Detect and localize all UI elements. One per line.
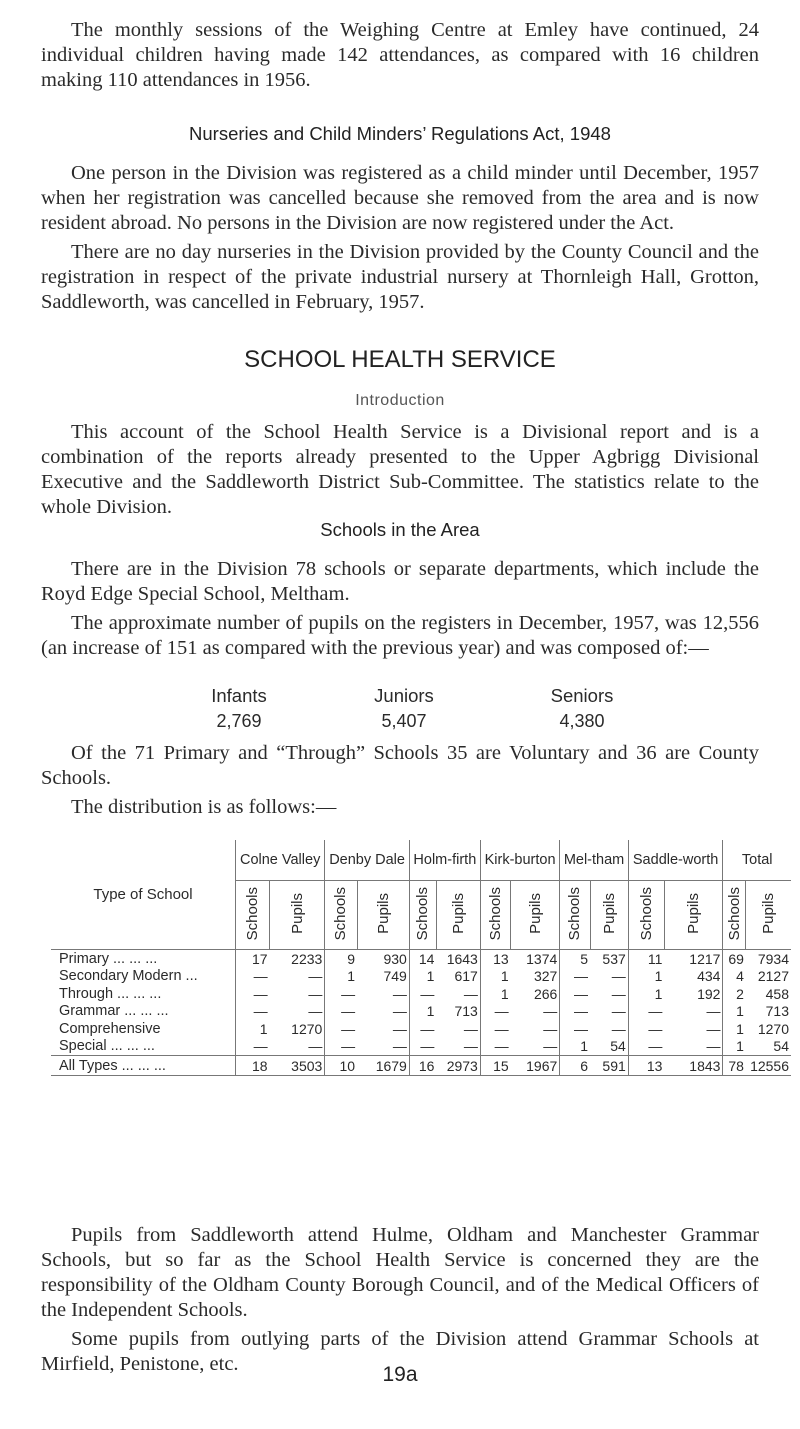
cell-pupils: 1217	[664, 950, 723, 968]
cell-schools: 1	[723, 1020, 746, 1038]
cell-pupils: 749	[383, 968, 407, 985]
cell-schools: 14	[409, 950, 436, 968]
cell-schools: —	[480, 1003, 510, 1021]
cell-pupils: —	[308, 1003, 323, 1020]
cell-pupils: 3503	[270, 1056, 325, 1076]
cell-pupils: 537	[590, 950, 628, 968]
cell-pupils: 1270	[291, 1020, 323, 1037]
cell-pupils: —	[392, 985, 407, 1002]
row-school-type: Primary ... ... ...	[51, 950, 236, 968]
cell-pupils: —	[611, 1020, 626, 1037]
sub-header-pupils	[511, 881, 560, 950]
cell-schools: 78	[723, 1056, 746, 1076]
sub-header-schools	[325, 881, 357, 950]
cell-pupils: 54	[610, 1038, 626, 1055]
cell-pupils: —	[706, 1020, 721, 1037]
sub-header-pupils	[746, 881, 791, 950]
paragraph-schools-count: There are in the Division 78 schools or separate departments, which include the Royd Edge Special School, Meltham.	[41, 558, 759, 605]
sub-header-label: Schools	[414, 886, 432, 941]
cell-pupils: 434	[697, 968, 721, 985]
cell-pupils: 458	[765, 985, 789, 1002]
age-group-value: 5,407	[381, 711, 427, 731]
sub-header-label: Pupils	[685, 893, 703, 934]
sub-header-label: Schools	[725, 886, 743, 941]
cell-schools: —	[560, 968, 590, 986]
cell-schools: 13	[628, 1056, 664, 1076]
cell-schools: 15	[480, 1056, 510, 1076]
cell-schools: —	[560, 1020, 590, 1038]
cell-schools: —	[325, 1038, 357, 1056]
column-header-area: Kirk-burton	[480, 840, 559, 881]
cell-pupils: 1967	[511, 1056, 560, 1076]
sub-header-label: Schools	[566, 886, 584, 941]
school-distribution-table	[51, 840, 791, 1076]
cell-schools: —	[480, 1038, 510, 1056]
cell-pupils: 713	[454, 1003, 478, 1020]
paragraph-grammar-schools: Pupils from Saddleworth attend Hulme, Oldham and Manchester Grammar Schools, but so far as the School Health Service is concerned they are the responsibility of the Oldham County Borough Council, and of the Medical Officers of the Independent Schools.	[41, 1224, 759, 1321]
sub-header-pupils	[664, 881, 723, 950]
column-header-area: Holm-firth	[409, 840, 480, 881]
age-group-infants	[159, 685, 319, 732]
sub-header-label: Pupils	[288, 893, 306, 934]
column-header-area: Total	[723, 840, 791, 881]
table-row	[51, 968, 791, 986]
age-group-juniors	[324, 685, 484, 732]
column-header-area: Denby Dale	[325, 840, 410, 881]
paragraph-weighing-centre: The monthly sessions of the Weighing Centre at Emley have continued, 24 individual children having made 142 attendances, as compared with 16 children making 110 attendances in 1956.	[41, 19, 759, 91]
column-header-area: Mel-tham	[560, 840, 628, 881]
cell-schools: —	[628, 1020, 664, 1038]
paragraph-day-nurseries: There are no day nurseries in the Division provided by the County Council and the registration in respect of the private industrial nursery at Thornleigh Hall, Grotton, Saddleworth, was cancelled in February, 1957.	[41, 241, 759, 313]
cell-schools: 1	[628, 985, 664, 1003]
cell-schools: 1	[236, 1020, 270, 1038]
cell-pupils: 327	[533, 968, 558, 985]
cell-pupils: —	[543, 1003, 558, 1020]
sub-header-schools	[560, 881, 590, 950]
heading-introduction: Introduction	[355, 392, 445, 409]
cell-schools: 4	[723, 968, 746, 986]
cell-schools: 11	[628, 950, 664, 968]
paragraph-pupil-registers: The approximate number of pupils on the registers in December, 1957, was 12,556 (an increase of 151 as compared with the previous year) and was composed of:—	[41, 612, 759, 659]
cell-pupils: 591	[590, 1056, 628, 1076]
cell-pupils: —	[308, 968, 323, 985]
cell-pupils: —	[543, 1020, 558, 1037]
cell-pupils: 54	[773, 1038, 789, 1055]
cell-pupils: 1679	[357, 1056, 409, 1076]
cell-schools: —	[409, 1038, 436, 1056]
table-row	[51, 1038, 791, 1056]
sub-header-schools	[628, 881, 664, 950]
age-group-label: Infants	[211, 685, 267, 706]
cell-pupils: —	[392, 1020, 407, 1037]
cell-pupils: —	[308, 985, 323, 1002]
sub-header-label: Schools	[332, 886, 350, 941]
cell-pupils: 266	[533, 985, 558, 1002]
paragraph-distribution-intro: The distribution is as follows:—	[71, 796, 337, 818]
cell-pupils: 2233	[270, 950, 325, 968]
row-school-type: Comprehensive	[59, 1020, 161, 1037]
paragraph-child-minder: One person in the Division was registered as a child minder until December, 1957 when her registration was cancelled because she removed from the area and is now resident abroad. No persons in the Division are now registered under the Act.	[41, 162, 759, 234]
paragraph-outlying-schools: Some pupils from outlying parts of the Division attend Grammar Schools at Mirfield, Penistone, etc.	[41, 1328, 759, 1375]
cell-pupils: 1843	[664, 1056, 723, 1076]
column-header-area: Saddle-worth	[628, 840, 723, 881]
cell-schools: 69	[723, 950, 746, 968]
cell-pupils: —	[392, 1003, 407, 1020]
cell-schools: 9	[325, 950, 357, 968]
sub-header-pupils	[590, 881, 628, 950]
cell-schools: —	[560, 985, 590, 1003]
cell-schools: —	[236, 1038, 270, 1056]
sub-header-label: Schools	[487, 886, 504, 941]
cell-schools: —	[409, 985, 436, 1003]
row-school-type: All Types ... ... ...	[51, 1056, 236, 1076]
age-group-seniors	[502, 685, 662, 732]
sub-header-label: Schools	[244, 886, 262, 941]
cell-pupils: 192	[697, 985, 721, 1002]
cell-schools: 2	[723, 985, 746, 1003]
sub-header-schools	[409, 881, 436, 950]
cell-pupils: 7934	[746, 950, 791, 968]
sub-header-schools	[723, 881, 746, 950]
row-school-type: Secondary Modern ...	[59, 968, 198, 985]
sub-header-label: Pupils	[449, 893, 467, 934]
row-school-type: Through ... ... ...	[59, 985, 162, 1002]
cell-schools: —	[236, 985, 270, 1003]
cell-schools: 1	[560, 1038, 590, 1056]
cell-schools: —	[560, 1003, 590, 1021]
sub-header-label: Pupils	[760, 893, 778, 934]
sub-header-pupils	[357, 881, 409, 950]
sub-header-label: Pupils	[374, 893, 392, 934]
sub-header-label: Schools	[637, 886, 655, 941]
column-header-area: Colne Valley	[236, 840, 325, 881]
cell-schools: 18	[236, 1056, 270, 1076]
cell-schools: —	[236, 1003, 270, 1021]
heading-school-health-service: SCHOOL HEALTH SERVICE	[244, 346, 556, 373]
cell-pupils: —	[308, 1038, 323, 1055]
table-body	[51, 950, 791, 1076]
cell-schools: 16	[409, 1056, 436, 1076]
cell-pupils: —	[543, 1038, 558, 1055]
cell-schools: —	[628, 1003, 664, 1021]
cell-schools: 1	[723, 1038, 746, 1056]
cell-schools: —	[480, 1020, 510, 1038]
age-group-value: 4,380	[559, 711, 605, 731]
table-row	[51, 1020, 791, 1038]
cell-pupils: —	[463, 1038, 478, 1055]
cell-pupils: —	[706, 1038, 721, 1055]
cell-pupils: —	[611, 985, 626, 1002]
cell-schools: —	[325, 1020, 357, 1038]
cell-pupils: —	[463, 985, 478, 1002]
heading-schools-in-area: Schools in the Area	[320, 519, 480, 540]
heading-nurseries-act: Nurseries and Child Minders’ Regulations Act, 1948	[189, 123, 611, 144]
cell-schools: —	[325, 1003, 357, 1021]
cell-pupils: 713	[765, 1003, 789, 1020]
cell-schools: 1	[480, 985, 510, 1003]
sub-header-pupils	[436, 881, 480, 950]
paragraph-introduction: This account of the School Health Service is a Divisional report and is a combination of the reports already presented to the Upper Agbrigg Divisional Executive and the Saddleworth District Sub-Committee. The statistics relate to the whole Division.	[41, 421, 759, 518]
sub-header-schools	[480, 881, 510, 950]
table-row	[51, 950, 791, 968]
cell-pupils: 2973	[436, 1056, 480, 1076]
age-group-label: Juniors	[374, 685, 434, 706]
cell-schools: —	[409, 1020, 436, 1038]
table-row	[51, 985, 791, 1003]
cell-schools: 5	[560, 950, 590, 968]
cell-schools: 1	[723, 1003, 746, 1021]
table-row	[51, 1056, 791, 1076]
cell-pupils: 930	[357, 950, 409, 968]
cell-schools: —	[325, 985, 357, 1003]
cell-schools: 13	[480, 950, 510, 968]
cell-schools: 1	[409, 968, 436, 986]
paragraph-voluntary-county: Of the 71 Primary and “Through” Schools 35 are Voluntary and 36 are County Schools.	[41, 742, 759, 789]
cell-pupils: —	[463, 1020, 478, 1037]
cell-schools: 1	[628, 968, 664, 986]
cell-pupils: —	[392, 1038, 407, 1055]
age-group-value: 2,769	[216, 711, 262, 731]
cell-pupils: 12556	[746, 1056, 791, 1076]
cell-schools: —	[628, 1038, 664, 1056]
cell-schools: 10	[325, 1056, 357, 1076]
sub-header-pupils	[270, 881, 325, 950]
column-header-type-of-school: Type of School	[51, 840, 236, 950]
cell-pupils: 1374	[511, 950, 560, 968]
cell-schools: 1	[480, 968, 510, 986]
cell-pupils: 617	[454, 968, 478, 985]
page-number: 19a	[382, 1363, 418, 1386]
sub-header-schools	[236, 881, 270, 950]
cell-pupils: —	[611, 968, 626, 985]
cell-pupils: 2127	[757, 968, 789, 985]
cell-schools: —	[236, 968, 270, 986]
table-row	[51, 1003, 791, 1021]
sub-header-label: Pupils	[526, 893, 544, 934]
cell-schools: 6	[560, 1056, 590, 1076]
row-school-type: Special ... ... ...	[59, 1038, 155, 1055]
cell-schools: 1	[325, 968, 357, 986]
sub-header-label: Pupils	[600, 893, 618, 934]
cell-pupils: —	[611, 1003, 626, 1020]
cell-schools: 17	[236, 950, 270, 968]
cell-pupils: —	[706, 1003, 721, 1020]
cell-pupils: 1643	[436, 950, 480, 968]
row-school-type: Grammar ... ... ...	[59, 1003, 169, 1020]
cell-schools: 1	[409, 1003, 436, 1021]
cell-pupils: 1270	[757, 1020, 789, 1037]
age-group-label: Seniors	[550, 685, 614, 706]
